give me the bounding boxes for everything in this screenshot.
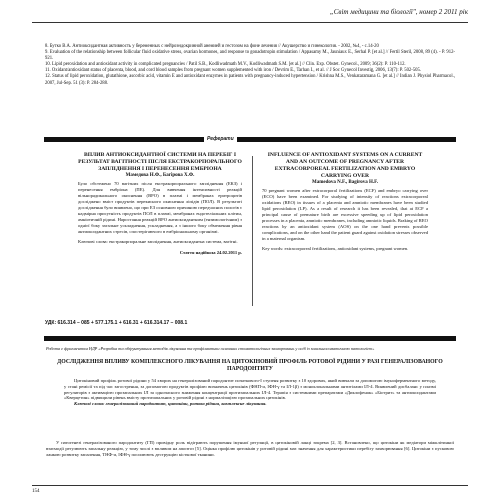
article-title: ДОСЛІДЖЕННЯ ВПЛИВУ КОМПЛЕКСНОГО ЛІКУВАННЯ НА ЦИТОКІНОВИЙ ПРОФІЛЬ РОТОВОЇ РІДИНИ У РАЗІ ГЕНЕРАЛІЗОВАНОГО ПАРОДОНТИТУ [57, 359, 443, 372]
udc-code: УДК: 616.314 – 085 + 577.175.1 + 616.31 + 616.314.17 – 008.1 [45, 320, 188, 326]
authors-ua: Мамедова Н.Ф., Багірова Х.Ф. [125, 173, 195, 178]
abstract-ukrainian [78, 152, 242, 256]
received-date: Стаття надійшла 24.02.2011 р. [179, 249, 242, 255]
abstract-english [262, 152, 428, 257]
article-abstract [64, 378, 436, 407]
page-number: 154 [32, 489, 40, 494]
reference-item: 12. Status of lipid peroxidation, glutathione, ascorbic acid, vitamin E and antioxidant enzymes in patients with pregnancy-induced hypertension / Krishna M.S., Venkataramana G. [et al.] // Indian J. Physiol Pharmacol., 2007, Jul-Sep. 51 (3): P. 284-288. [45, 74, 455, 86]
journal-title: „Світ медицини та біології", номер 2 2011 рік [329, 8, 468, 16]
abstract-text-en: 70 pregnant women after extracorporal fertilizations (ECF) and embryo carrying over (ECO) have been examined. For studying of intensity of reactions extracorporeal oxidations (REO) in tissues of a placenta and amniotic membranes have been studied lipid peroxidation (LP). As a result of research it has been revealed, that at ECF a principal cause of premature birth are excessive speeding up of lipid peroxidation processes in a placenta, amniotic membranes, including amniotic liquids. Braking of REO reactions by an antioxidant system (AOS) on the one hand prevents possible complications, and on the other hand the patient guard against oxidation stresses observed in a maternal organism. [262, 188, 428, 241]
reference-item: 8. Бутко В.А. Антиоксидантная активность у беременных с нейроэндокринной анемией и гестозом на фоне лечения // Акушерство и гинекология. - 2002, №4, - с.14-20 [45, 44, 379, 49]
article-title-en: INFLUENCE OF ANTIOXIDANT SYSTEMS ON A CURRENT AND AN OUTCOME OF PREGNANCY AFTER EXTRACORPOREAL FERTILIZATION AND EMBRYO CARRYING OVER [267, 152, 423, 179]
reference-item: 9. Evaluation of the relationship between follicular fluid oxidative stress, ovarian hormones, and response to gonadotropin stimulation / Appasamy M., Jauniaux E., Serhal P. [et al.] // Fertil Steril, 2008, 89 (4). - P. 912-921. [45, 50, 455, 62]
reference-item: 10. Lipid peroxidation and antioxidant activity in complicated pregnancies / Patil S.B., Kodliwadmath M.V., Kodliwadmath S.M. [et al.] // Clin. Exp. Obstet. Gynecol., 2009; 36(2): P. 110-112. [45, 62, 406, 68]
reference-list [45, 44, 455, 87]
article-body [46, 440, 454, 457]
section-label: Реферати [204, 135, 237, 143]
article-title-ua: ВПЛИВ АНТИОКСИДАНТНОЇ СИСТЕМИ НА ПЕРЕБІГ І РЕЗУЛЬТАТ ВАГІТНОСТІ ПІСЛЯ ЕКСТРАКОРПОРАЛЬНОГО ЗАПЛІДНЕННЯ І ПЕРЕНЕСЕННЯ ЕМБРІОНА [78, 152, 242, 172]
body-paragraph: У патогенезі генералізованого пародонтиту (ГП) провідну роль відіграють порушення імунної регуляції, в цитокіновій ланці зокрема [2, 3]. Встановлено, що цитокіни як медіатори міжклітинної взаємодії регулюють запальну реакцію, у тому числі з впливом на апоптоз [5]. Оцінка профілю цитокінів у ротовій рідині має значення для характеристики перебігу захворювання [6]. Цитокіни є пусковою ланкою розвитку запалення, ТНФ-α, ІФН-γ посилюють деструкцію кісткової тканини. [46, 440, 454, 457]
keywords-ua: Ключові слова: екстракорпоральне запліднення, антиоксидантна система, вагітні. [78, 239, 238, 244]
authors-en: Mamedova N.F., Bagirova H.F. [312, 180, 378, 185]
abstract-paragraph: Цитокіновий профіль ротової рідини у 54 хворих на генералізований пародонтит початкового-І ступеня розвитку з 10 здорових, який вивчали за допомогою імуноферментного методу, у стані ремісії та під час загострення, за допомогою продуктів профілю визначень цитокінів (ФНП-α, ІФН-γ та ІЛ-1β) з моноклональними антитілами ІЛ-4. Виявлений дисбаланс у плазмі регуляторів з активацією прозапальних ІЛ за одночасного зниження концентрації протизапальних ІЛ-4. Терапія з системними препаратами «Диклофенак» «Біотрит» та антиоксидантами «Кверцетин» підвищили рівень вмісту протизапальних у ротовій рідині з нормалізацією прозапальних цитокінів. [64, 378, 436, 401]
abstract-text-ua: Було обстежено 70 вагітних після екстракорпорального запліднення (ЕКЗ) і перенесення ембріона (ПЕ). Для вивчення інтенсивності реакцій вільнорадикального окиснення (ВРО) в плазмі і мембранах еритроцитів досліджено вміст продуктів перекисного окиснення ліпідів (ПОЛ). В результаті дослідження було виявлено, що при ЕЗ основною причиною передчасних пологів є надмірна присутність продуктів ПОЛ в плазмі, мембранах ендотеліальних клітин, амніотичній рідині. Наростання реакцій ВРО антиоксидантним (ензимологічним) з однієї боку загальне ускладнення, ускладнення, а з іншого боку обмеження рівня антиоксидантних стресів, спостерігаючого в ембріональному організмі. [78, 181, 242, 234]
section-bar [44, 137, 456, 142]
keywords-en: Key words: extracorporeal fertilizations, antioxidant systems, pregnant women. [262, 246, 409, 251]
reference-item: 11. Oxidant/antioxidant status of placenta, blood, and cord blood samples from pregnant women supplemented with iron / Devrim E., Tarhan I., et al. // J Soc Gynecol Investig, 2006, 13(7): P. 502-505. [45, 68, 422, 74]
column-divider [252, 156, 253, 306]
footer-rule [32, 485, 468, 486]
abstract-keywords: Ключові слова: генералізований пародонтит, цитокіни, ротова рідина, комплексне лікування. [74, 401, 267, 407]
article-bar [44, 336, 456, 341]
research-note: Робота є фрагментом НДР «Розробка та обґрунтування методів лікування та профілактики основних стоматологічних захворювань у осіб із загальносоматичною патологією» [46, 346, 375, 351]
running-header [32, 8, 468, 23]
